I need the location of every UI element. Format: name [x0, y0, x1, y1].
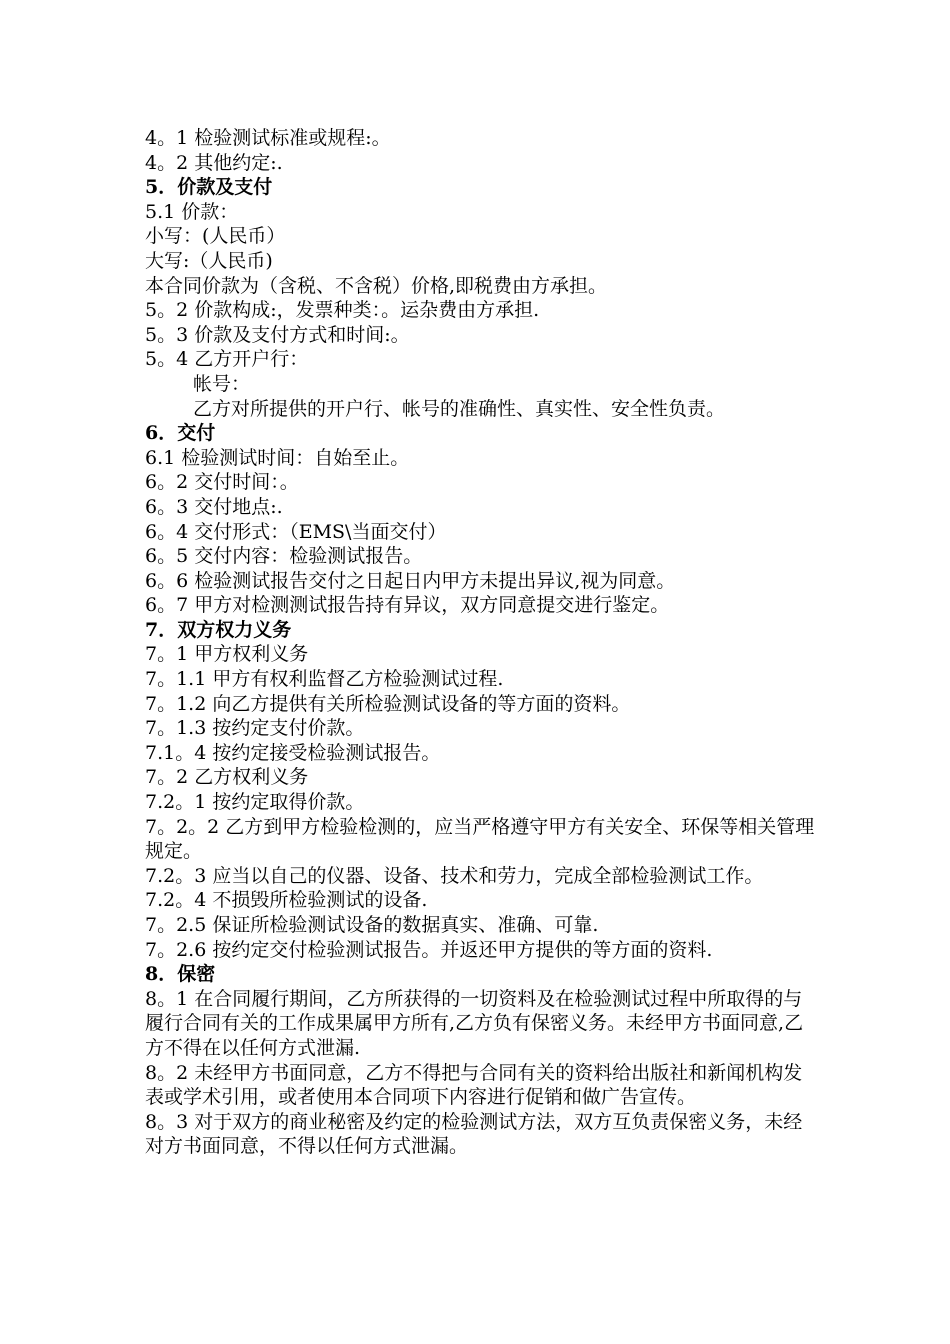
- clause-7-1-2: 7。1.2 向乙方提供有关所检验测试设备的等方面的资料。: [145, 692, 631, 715]
- clause-6-2: 6。2 交付时间：。: [145, 471, 299, 494]
- clause-6-5: 6。5 交付内容：检验测试报告。: [145, 545, 423, 568]
- price-tax-note: 本合同价款为（含税、不含税）价格,即税费由方承担。: [145, 274, 608, 297]
- clause-8-3: 8。3 对于双方的商业秘密及约定的检验测试方法，双方互负责保密义务，未经对方书面同意，不得以任何方式泄漏。: [145, 1110, 803, 1158]
- clause-5-2: 5。2 价款构成:，发票种类：。运杂费由方承担.: [145, 299, 540, 322]
- clause-7-1-4: 7.1。4 按约定接受检验测试报告。: [145, 741, 441, 764]
- clause-8-2: 8。2 未经甲方书面同意，乙方不得把与合同有关的资料给出版社和新闻机构发表或学术引用，或者使用本合同项下内容进行促销和做广告宣传。: [145, 1061, 803, 1109]
- clause-7-2-1: 7.2。1 按约定取得价款。: [145, 791, 365, 814]
- section-heading-7: 7．双方权力义务: [145, 618, 292, 641]
- clause-7-1: 7。1 甲方权利义务: [145, 643, 309, 666]
- clause-7-2-5: 7。2.5 保证所检验测试设备的数据真实、准确、可靠.: [145, 914, 599, 936]
- section-heading-8: 8．保密: [145, 963, 216, 986]
- clause-4-1: 4。1 检验测试标准或规程:。: [145, 127, 391, 149]
- amount-uppercase: 大写:（人民币): [145, 249, 273, 272]
- clause-7-1-1: 7。1.1 甲方有权利监督乙方检验测试过程.: [145, 668, 504, 691]
- clause-4-2: 4。2 其他约定:.: [145, 151, 283, 174]
- amount-lowercase: 小写：(人民币）: [145, 225, 286, 248]
- clause-5-4: 5。4 乙方开户行：: [145, 348, 309, 371]
- clause-6-1: 6.1 检验测试时间：自始至止。: [145, 446, 410, 469]
- clause-8-1: 8。1 在合同履行期间，乙方所获得的一切资料及在检验测试过程中所取得的与履行合同有关的工作成果属甲方所有,乙方负有保密义务。未经甲方书面同意,乙方不得在以任何方式泄漏.: [145, 987, 804, 1059]
- clause-6-4: 6。4 交付形式：（EMS\当面交付）: [145, 520, 447, 543]
- account-number: 帐号：: [193, 372, 251, 395]
- clause-7-1-3: 7。1.3 按约定支付价款。: [145, 717, 365, 740]
- clause-7-2-4: 7.2。4 不损毁所检验测试的设备.: [145, 889, 428, 912]
- clause-6-3: 6。3 交付地点:.: [145, 495, 283, 518]
- section-heading-6: 6．交付: [145, 422, 216, 445]
- clause-7-2-6: 7。2.6 按约定交付检验测试报告。并返还甲方提供的等方面的资料.: [145, 938, 713, 961]
- section-heading-5: 5．价款及支付: [145, 176, 273, 199]
- clause-7-2: 7。2 乙方权利义务: [145, 766, 309, 789]
- clause-7-2-3: 7.2。3 应当以自己的仪器、设备、技术和劳力，完成全部检验测试工作。: [145, 864, 764, 887]
- clause-6-7: 6。7 甲方对检测测试报告持有异议，双方同意提交进行鉴定。: [145, 594, 670, 617]
- clause-5-1: 5.1 价款：: [145, 200, 239, 223]
- clause-7-2-2: 7。2。2 乙方到甲方检验检测的，应当严格遵守甲方有关安全、环保等相关管理规定。: [145, 815, 815, 863]
- clause-5-3: 5。3 价款及支付方式和时间:。: [145, 323, 410, 346]
- clause-6-6: 6。6 检验测试报告交付之日起日内甲方未提出异议,视为同意。: [145, 569, 676, 592]
- document-body: [145, 126, 815, 1159]
- account-responsibility-note: 乙方对所提供的开户行、帐号的准确性、真实性、安全性负责。: [193, 397, 726, 420]
